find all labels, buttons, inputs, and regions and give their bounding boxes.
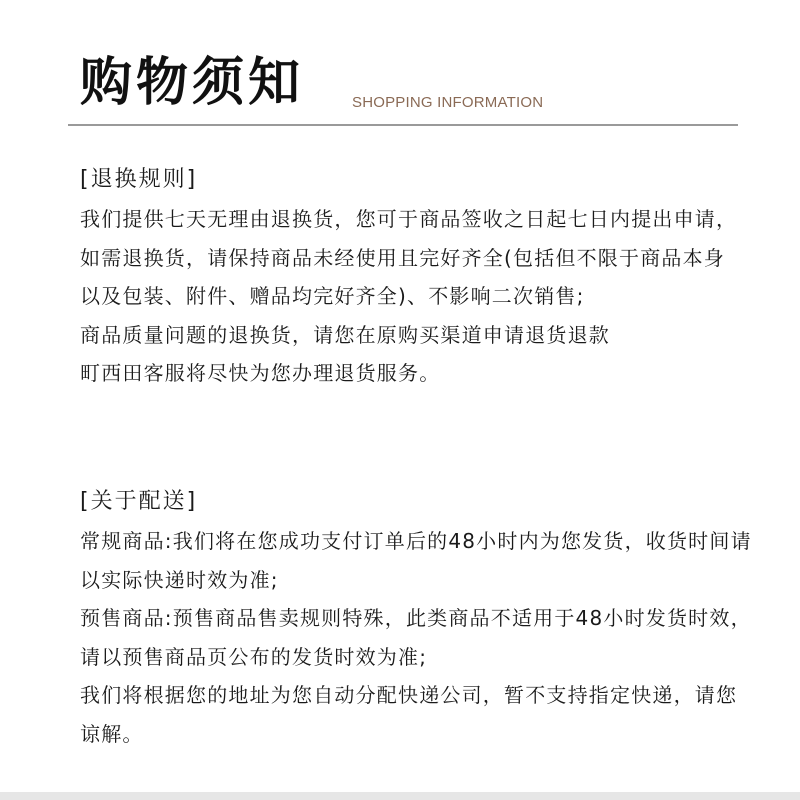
page-title: 购物须知	[80, 53, 305, 113]
returns-section	[80, 162, 760, 393]
returns-quality-text: 商品质量问题的退换货，请您在原购买渠道申请退货退款	[80, 322, 610, 347]
header-divider	[68, 124, 738, 126]
delivery-regular-text: 常规商品:我们将在您成功支付订单后的48小时内为您发货，收货时间请以实际快递时效为准;	[80, 529, 752, 592]
delivery-section	[80, 484, 760, 753]
bottom-bar	[0, 792, 800, 800]
returns-policy-text: 我们提供七天无理由退换货，您可于商品签收之日起七日内提出申请，如需退换货，请保持商品未经使用且完好齐全(包括但不限于商品本身以及包装、附件、赠品均完好齐全)、不影响二次销售;	[80, 207, 738, 308]
delivery-heading: [关于配送]	[80, 489, 198, 514]
delivery-presale-text: 预售商品:预售商品售卖规则特殊，此类商品不适用于48小时发货时效，请以预售商品页公布的发货时效为准;	[80, 606, 752, 669]
page-header	[80, 48, 740, 128]
returns-heading: [退换规则]	[80, 167, 198, 192]
delivery-courier-text: 我们将根据您的地址为您自动分配快递公司，暂不支持指定快递，请您谅解。	[80, 683, 738, 746]
returns-service-text: 町西田客服将尽快为您办理退货服务。	[80, 361, 441, 385]
page-subtitle: SHOPPING INFORMATION	[352, 94, 544, 111]
